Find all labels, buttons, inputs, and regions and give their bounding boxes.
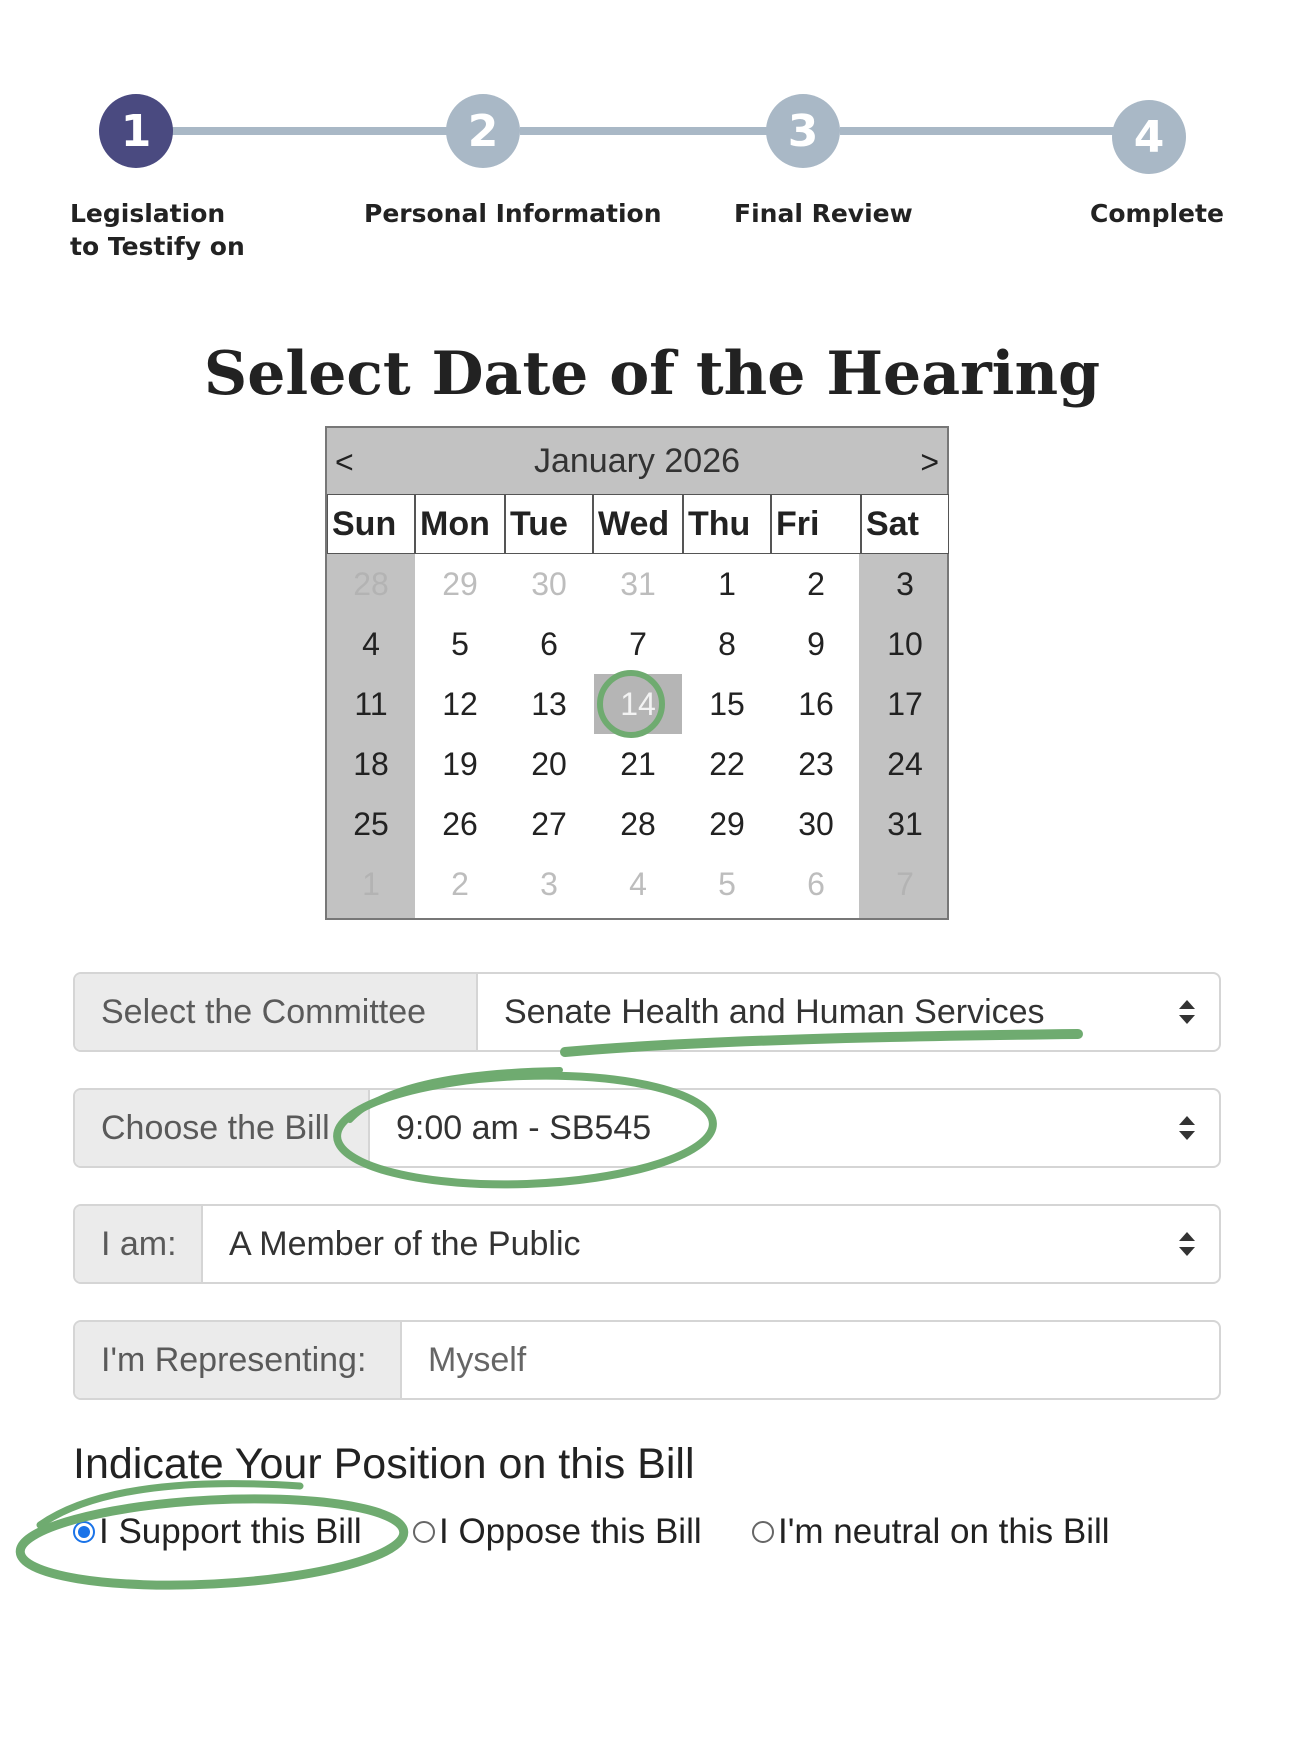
day-cell[interactable]: 11 — [354, 685, 388, 722]
neutral-label: I'm neutral on this Bill — [778, 1512, 1110, 1551]
day-cell[interactable]: 27 — [531, 805, 567, 842]
day-cell[interactable]: 17 — [887, 685, 923, 722]
select-caret-icon — [1179, 1232, 1195, 1256]
committee-select-group — [73, 972, 1221, 1052]
day-cell[interactable]: 31 — [887, 805, 923, 842]
step-2-circle: 2 — [446, 94, 520, 168]
representing-input-group — [73, 1320, 1221, 1400]
support-radio[interactable] — [73, 1521, 95, 1543]
oppose-radio[interactable] — [413, 1521, 435, 1543]
day-cell[interactable]: 30 — [798, 805, 834, 842]
step-connector — [520, 127, 800, 135]
day-cell[interactable]: 29 — [442, 565, 478, 602]
oppose-option[interactable] — [413, 1510, 702, 1554]
weekday-header-tue: Tue — [505, 494, 593, 554]
neutral-option[interactable] — [752, 1510, 1110, 1554]
neutral-radio[interactable] — [752, 1521, 774, 1543]
weekday-header-wed: Wed — [593, 494, 683, 554]
day-cell[interactable]: 31 — [620, 565, 656, 602]
day-cell[interactable]: 7 — [629, 625, 647, 662]
day-cell[interactable]: 20 — [531, 745, 567, 782]
day-cell[interactable]: 7 — [896, 865, 914, 902]
day-cell[interactable]: 15 — [709, 685, 745, 722]
step-connector — [840, 127, 1140, 135]
iam-label: I am: — [75, 1206, 203, 1282]
day-cell[interactable]: 21 — [620, 745, 656, 782]
day-cell[interactable]: 6 — [540, 625, 558, 662]
calendar-month-label: January 2026 — [533, 442, 741, 480]
day-cell[interactable]: 28 — [353, 565, 389, 602]
step-1-label-line2: to Testify on — [70, 232, 245, 261]
weekday-header-sat: Sat — [861, 494, 949, 554]
iam-select-group — [73, 1204, 1221, 1284]
day-cell[interactable]: 4 — [362, 625, 380, 662]
day-cell[interactable]: 2 — [451, 865, 469, 902]
day-cell[interactable]: 1 — [362, 865, 380, 902]
step-3-circle: 3 — [766, 94, 840, 168]
prev-month-button[interactable]: < — [335, 444, 354, 480]
committee-selected-value: Senate Health and Human Services — [504, 992, 1045, 1031]
step-2-label: Personal Information — [364, 199, 662, 228]
next-month-button[interactable]: > — [920, 444, 939, 480]
representing-placeholder: Myself — [428, 1340, 527, 1379]
day-cell[interactable]: 22 — [709, 745, 745, 782]
weekday-header-sun: Sun — [327, 494, 415, 554]
step-3-label: Final Review — [734, 199, 913, 228]
day-cell[interactable]: 3 — [540, 865, 558, 902]
position-heading: Indicate Your Position on this Bill — [73, 1440, 695, 1488]
day-cell[interactable]: 3 — [896, 565, 914, 602]
day-cell[interactable]: 24 — [887, 745, 923, 782]
progress-stepper — [0, 0, 1304, 280]
day-cell[interactable]: 19 — [442, 745, 478, 782]
weekday-header-thu: Thu — [683, 494, 771, 554]
bill-select-group — [73, 1088, 1221, 1168]
bill-selected-value: 9:00 am - SB545 — [396, 1108, 652, 1147]
day-cell[interactable]: 4 — [629, 865, 647, 902]
day-cell[interactable]: 29 — [709, 805, 745, 842]
committee-label: Select the Committee — [75, 974, 478, 1050]
calendar-header — [327, 428, 947, 495]
step-4-label: Complete — [1090, 199, 1224, 228]
day-cell[interactable]: 5 — [451, 625, 469, 662]
select-caret-icon — [1179, 1116, 1195, 1140]
day-cell[interactable]: 23 — [798, 745, 834, 782]
bill-select[interactable] — [370, 1090, 1219, 1166]
day-cell[interactable]: 30 — [531, 565, 567, 602]
oppose-label: I Oppose this Bill — [439, 1512, 702, 1551]
day-cell[interactable]: 28 — [620, 805, 656, 842]
day-cell[interactable]: 9 — [807, 625, 825, 662]
day-cell[interactable]: 26 — [442, 805, 478, 842]
support-option[interactable] — [73, 1510, 362, 1554]
day-cell[interactable]: 16 — [798, 685, 834, 722]
weekday-header-fri: Fri — [771, 494, 861, 554]
step-connector — [170, 127, 460, 135]
page-title: Select Date of the Hearing — [203, 339, 1101, 409]
day-cell[interactable]: 1 — [718, 565, 736, 602]
step-1-circle: 1 — [99, 94, 173, 168]
bill-label: Choose the Bill — [75, 1090, 370, 1166]
step-4-circle: 4 — [1112, 100, 1186, 174]
representing-label: I'm Representing: — [75, 1322, 402, 1398]
iam-select[interactable] — [203, 1206, 1219, 1282]
day-cell[interactable]: 18 — [353, 745, 389, 782]
support-label: I Support this Bill — [99, 1512, 362, 1551]
day-cell[interactable]: 2 — [807, 565, 825, 602]
day-cell[interactable]: 12 — [442, 685, 478, 722]
iam-selected-value: A Member of the Public — [229, 1224, 581, 1263]
weekday-header-mon: Mon — [415, 494, 505, 554]
day-cell[interactable]: 25 — [353, 805, 389, 842]
date-picker-calendar — [325, 426, 949, 920]
day-cell[interactable]: 5 — [718, 865, 736, 902]
day-cell[interactable]: 8 — [718, 625, 736, 662]
step-1-label — [70, 197, 245, 263]
committee-select[interactable] — [478, 974, 1219, 1050]
selected-day-cell[interactable]: 14 — [594, 674, 682, 734]
step-1-label-line1: Legislation — [70, 199, 226, 228]
day-cell[interactable]: 10 — [887, 625, 923, 662]
day-cell[interactable]: 6 — [807, 865, 825, 902]
select-caret-icon — [1179, 1000, 1195, 1024]
representing-input[interactable] — [402, 1322, 1219, 1398]
day-cell[interactable]: 13 — [531, 685, 567, 722]
